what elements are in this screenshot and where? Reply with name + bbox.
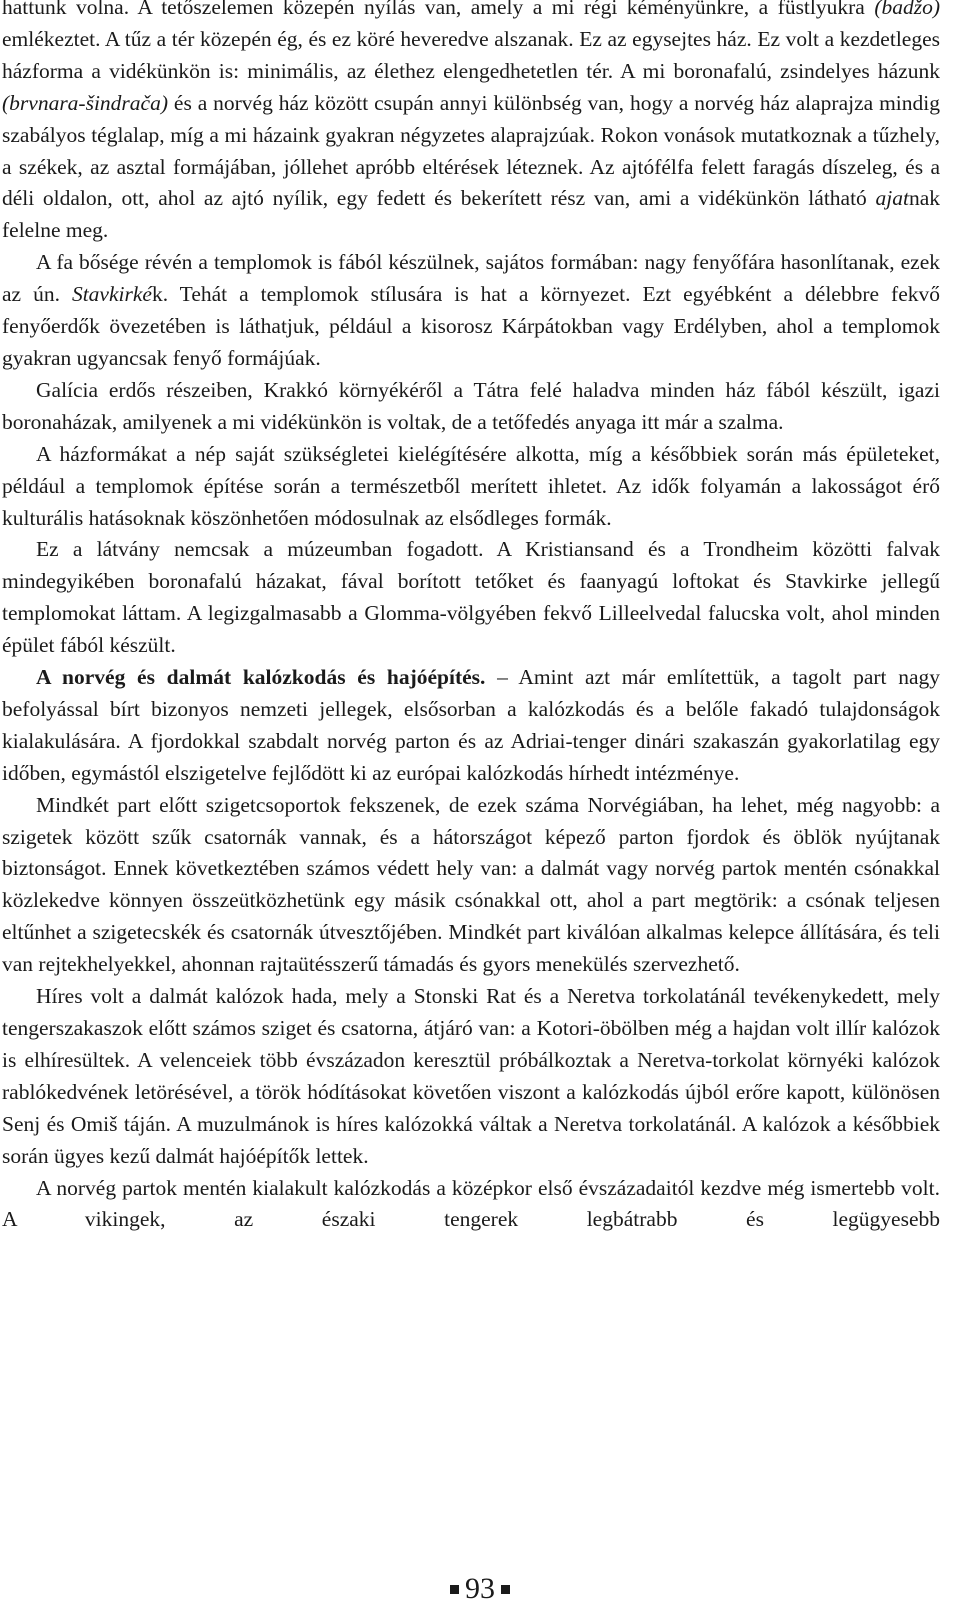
body-text bbox=[2, 0, 940, 1236]
paragraph-9: A norvég partok mentén kialakult kalózkodás a középkor első évszázadaitól kezdve még ismertebb volt. A vikingek, az északi tengerek legbátrabb és legügyesebb bbox=[2, 1175, 940, 1232]
italic-term: (badžo) bbox=[874, 0, 940, 19]
page-footer bbox=[0, 1572, 960, 1606]
paragraph-4: A házformákat a nép saját szükségletei kielégítésére alkotta, míg a későbbiek során más épületeket, például a templomok építése során a természetből merített ihletet. Az idők folyamán a lakosságot érő kulturális hatásoknak köszönhetően módosulnak az elsődleges formák. bbox=[2, 441, 940, 530]
page-number: 93 bbox=[465, 1572, 495, 1605]
text-run: hattunk volna. A tetőszelemen közepén nyílás van, amely a mi régi kéményünkre, a füstlyukra bbox=[2, 0, 875, 19]
text-run: – Amint azt már említettük, a tagolt part nagy befolyással bírt bizonyos nemzeti jellegek, elsősorban a kalózkodás és a belőle fakadó tulajdonságok kialakulására. A fjordokkal szabdalt norvég parton és az Adriai-tenger dinári szakaszán gyakorlatilag egy időben, egymástól elszigetelve fejlődött ki az európai kalózkodás hírhedt intézménye. bbox=[2, 665, 940, 785]
paragraph-7: Mindkét part előtt szigetcsoportok fekszenek, de ezek száma Norvégiában, ha lehet, még nagyobb: a szigetek között szűk csatornák vannak, és a hátországot képező parton fjordok és öblök nyújtanak biztonságot. Ennek következtében számos védett hely van: a dalmát vagy norvég partok mentén csónakkal közlekedve könnyen összeütközhetünk egy másik csónakkal ott, ahol a part megtörik: a csónak teljesen eltűnhet a szigetecskék és csatornák útvesztőjében. Mindkét part kiválóan alkalmas kelepce állítására, és teli van rejtekhelyekkel, ahonnan rajtaütésszerű támadás és gyors menekülés szervezhető. bbox=[2, 792, 940, 977]
text-run: A fa bősége révén a templomok is fából készülnek, sajátos formában: nagy fenyőfára hasonlítanak, ezek az ún. bbox=[2, 250, 940, 307]
square-bullet-icon bbox=[501, 1585, 510, 1594]
paragraph-6 bbox=[2, 662, 940, 790]
paragraph-8: Híres volt a dalmát kalózok hada, mely a Stonski Rat és a Neretva torkolatánál tevékenykedett, mely tengerszakaszok előtt számos sziget és csatorna, átjáró van: a Kotori-öbölben még a hajdan volt illír kalózok is elhíresültek. A velenceiek több évszázadon keresztül próbálkoztak a Neretva-torkolat környéki kalózok rablókedvének letörésével, a török hódításokat követően viszont a kalózkodás újból erőre kapott, különösen Senj és Omiš táján. A muzulmánok is híres kalózokká váltak a Neretva torkolatánál. A kalózok a későbbiek során ügyes kezű dalmát hajóépítők lettek. bbox=[2, 984, 940, 1168]
paragraph-5: Ez a látvány nemcsak a múzeumban fogadott. A Kristiansand és a Trondheim közötti falvak mindegyikében boronafalú házakat, fával borított tetőket és faanyagú loftokat és Stavkirke jellegű templomokat láttam. A legizgalmasabb a Glomma-völgyében fekvő Lilleelvedal falucska volt, ahol minden épület fából készült. bbox=[2, 537, 940, 658]
text-run: k. Tehát a templomok stílusára is hat a környezet. Ezt egyébként a délebbre fekvő fenyőerdők övezetében is láthatjuk, például a kisorosz Kárpátokban vagy Erdélyben, ahol a templomok gyakran ugyancsak fenyő formájúak. bbox=[2, 282, 940, 370]
italic-term: (brvnara-šindrača) bbox=[2, 90, 169, 115]
paragraph-3: Galícia erdős részeiben, Krakkó környékéről a Tátra felé haladva minden ház fából készült, igazi boronaházak, amilyenek a mi vidékünkön is voltak, de a tetőfedés anyaga itt már a szalma. bbox=[2, 377, 940, 434]
text-run: és a norvég ház között csupán annyi különbség van, hogy a norvég ház alaprajza mindig szabályos téglalap, míg a mi házaink gyakran négyzetes alaprajzúak. Rokon vonások mutatkoznak a tűzhely, a székek, az asztal formájában, jóllehet apróbb eltérések léteznek. Az ajtófélfa felett faragás díszeleg, és a déli oldalon, ott, ahol az ajtó nyílik, egy fedett és bekerített rész van, ami a vidékünkön látható bbox=[2, 90, 940, 211]
italic-term: ajat bbox=[875, 186, 909, 211]
text-run: emlékeztet. A tűz a tér közepén ég, és ez köré heveredve alszanak. Ez az egysejtes ház. Ez volt a kezdetleges házforma a vidékünkön is: minimális, az élethez elengedhetetlen tér. A mi boronafalú, zsindelyes házunk bbox=[2, 26, 940, 83]
italic-term: Stavkirké bbox=[71, 282, 152, 307]
section-heading: A norvég és dalmát kalózkodás és hajóépítés. bbox=[36, 665, 486, 690]
square-bullet-icon bbox=[450, 1585, 459, 1594]
paragraph-1 bbox=[2, 0, 940, 247]
paragraph-2 bbox=[2, 247, 940, 375]
text-run: nak felelne meg. bbox=[2, 186, 940, 243]
